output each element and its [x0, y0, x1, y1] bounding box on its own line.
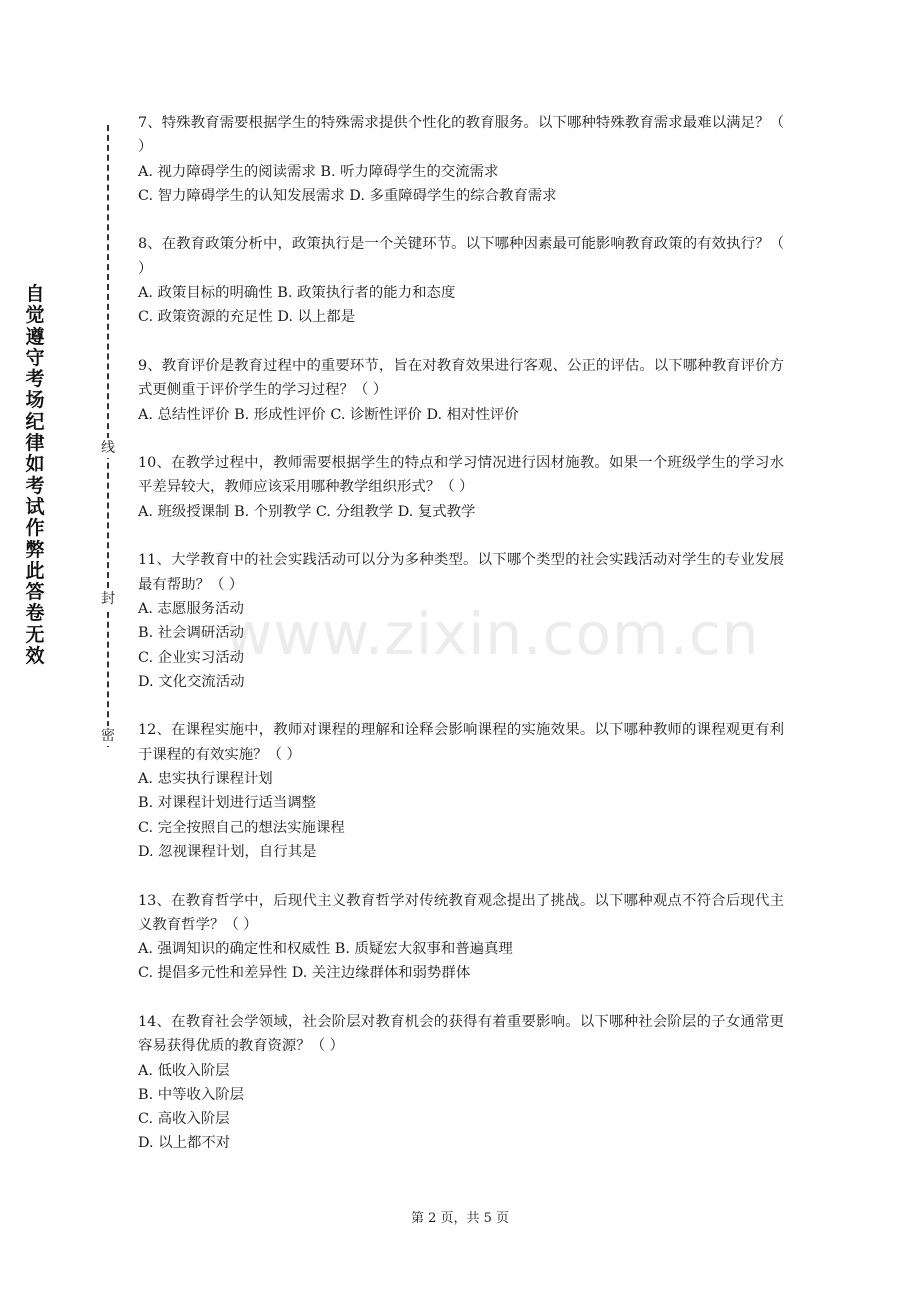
question-option: B. 社会调研活动	[138, 625, 245, 642]
question-10	[138, 451, 784, 524]
question-stem: 10、在教学过程中，教师需要根据学生的特点和学习情况进行因材施教。如果一个班级学生的学习水平差异较大，教师应该采用哪种教学组织形式？（ ）	[138, 455, 784, 496]
question-option: C. 高收入阶层	[138, 1111, 230, 1128]
question-option: C. 完全按照自己的想法实施课程	[138, 819, 345, 836]
question-options: C. 智力障碍学生的认知发展需求 D. 多重障碍学生的综合教育需求	[138, 187, 557, 204]
seal-char-secret: 密	[101, 728, 115, 744]
question-option: A. 忠实执行课程计划	[138, 771, 273, 788]
question-option: D. 以上都不对	[138, 1135, 231, 1152]
question-option: D. 文化交流活动	[138, 673, 245, 690]
seal-char-line: 线	[101, 440, 115, 456]
question-8	[138, 232, 784, 329]
question-9	[138, 354, 784, 427]
question-stem: 8、在教育政策分析中，政策执行是一个关键环节。以下哪种因素最可能影响教育政策的有效执行？（ ）	[138, 236, 784, 277]
question-option: C. 企业实习活动	[138, 649, 244, 666]
question-option: A. 志愿服务活动	[138, 600, 244, 617]
site-watermark: www.zixin.com.cn	[225, 600, 760, 668]
question-options: A. 班级授课制 B. 个别教学 C. 分组教学 D. 复式教学	[138, 503, 476, 520]
exam-discipline-notice: 自觉遵守考场纪律如考试作弊此答卷无效	[25, 283, 45, 668]
question-option: B. 对课程计划进行适当调整	[138, 795, 317, 812]
question-stem: 9、教育评价是教育过程中的重要环节，旨在对教育效果进行客观、公正的评估。以下哪种教育评价方式更侧重于评价学生的学习过程？（ ）	[138, 357, 784, 399]
question-options: A. 视力障碍学生的阅读需求 B. 听力障碍学生的交流需求	[138, 163, 499, 180]
question-13	[138, 889, 784, 986]
question-7	[138, 111, 784, 208]
question-stem: 14、在教育社会学领域，社会阶层对教育机会的获得有着重要影响。以下哪种社会阶层的子女通常更容易获得优质的教育资源？（ ）	[138, 1013, 784, 1055]
question-option: B. 中等收入阶层	[138, 1086, 245, 1103]
seal-char-seal: 封	[101, 591, 115, 607]
question-stem: 7、特殊教育需要根据学生的特殊需求提供个性化的教育服务。以下哪种特殊教育需求最难以满足？（ ）	[138, 115, 784, 156]
question-14	[138, 1010, 784, 1156]
question-option: A. 低收入阶层	[138, 1062, 230, 1079]
question-options: C. 政策资源的充足性 D. 以上都是	[138, 309, 356, 326]
question-options: A. 总结性评价 B. 形成性评价 C. 诊断性评价 D. 相对性评价	[138, 406, 519, 423]
question-12	[138, 718, 784, 864]
question-stem: 13、在教育哲学中，后现代主义教育哲学对传统教育观念提出了挑战。以下哪种观点不符合后现代主义教育哲学？（ ）	[138, 892, 784, 933]
question-options: C. 提倡多元性和差异性 D. 关注边缘群体和弱势群体	[138, 965, 471, 982]
question-options: A. 强调知识的确定性和权威性 B. 质疑宏大叙事和普遍真理	[138, 941, 513, 958]
question-stem: 11、大学教育中的社会实践活动可以分为多种类型。以下哪个类型的社会实践活动对学生的专业发展最有帮助？（ ）	[138, 552, 784, 593]
question-option: D. 忽视课程计划，自行其是	[138, 843, 317, 860]
question-options: A. 政策目标的明确性 B. 政策执行者的能力和态度	[138, 285, 456, 302]
question-stem: 12、在课程实施中，教师对课程的理解和诠释会影响课程的实施效果。以下哪种教师的课程观更有利于课程的有效实施？（ ）	[138, 722, 784, 763]
page-footer: 第 2 页，共 5 页	[410, 1211, 510, 1226]
seal-dashed-line	[107, 125, 109, 747]
